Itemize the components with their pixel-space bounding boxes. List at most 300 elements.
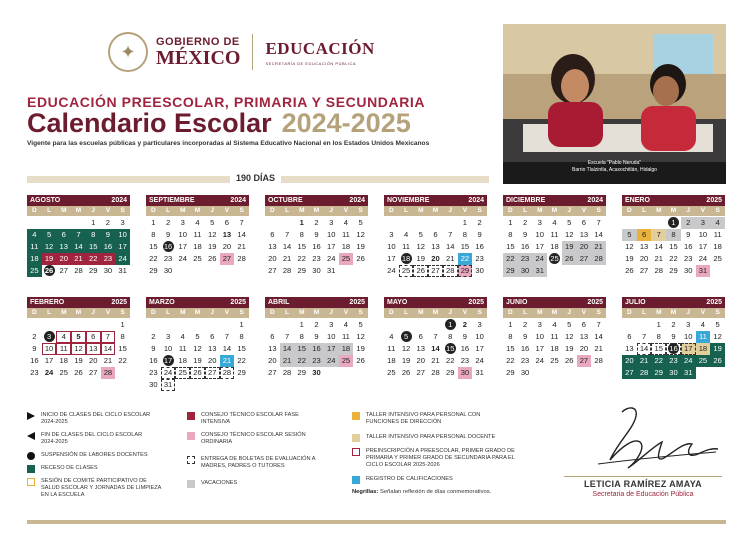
gold-swatch-icon: [352, 412, 360, 420]
day-cell: 15: [506, 242, 515, 251]
weekday-row: [27, 206, 130, 216]
photo-caption-place: Barrio Tlalzintla, Acaxochitlán, Hidalgo: [572, 167, 657, 173]
weekday-label: M: [194, 309, 201, 316]
day-cell: 1: [299, 320, 304, 329]
day-cell: 28: [594, 356, 603, 365]
month-header: [27, 297, 130, 308]
empty-cell: [280, 217, 295, 229]
day-cell: 17: [535, 344, 544, 353]
weekday-label: M: [194, 207, 201, 214]
day-cell: 29: [651, 367, 666, 379]
day-cell: 11: [696, 331, 711, 343]
day-cell: 26: [74, 368, 83, 377]
day-cell: 8: [462, 230, 468, 239]
day-grid: [265, 217, 368, 277]
day-cell: 2: [314, 218, 319, 227]
day-cell: 22: [503, 253, 518, 265]
month-julio: [622, 297, 725, 379]
day-cell: [547, 253, 562, 265]
day-cell: 6: [270, 230, 275, 239]
day-cell: 11: [56, 343, 71, 355]
day-cell: 19: [416, 254, 425, 263]
day-cell: 25: [550, 356, 559, 365]
day-cell: 14: [282, 242, 292, 251]
month-header: [503, 195, 606, 206]
header-logos: [108, 28, 418, 76]
legend-preinscripcion: [352, 448, 527, 469]
day-cell: 28: [282, 368, 292, 377]
day-cell: 5: [358, 218, 363, 227]
day-cell: 23: [101, 253, 116, 265]
day-cell: 6: [418, 332, 423, 341]
day-cell: 11: [341, 230, 350, 239]
day-cell: 26: [401, 368, 411, 377]
weekday-label: V: [581, 207, 587, 214]
day-cell: 28: [74, 266, 83, 275]
weekday-label: D: [508, 309, 513, 316]
photo-caption: [503, 160, 726, 174]
month-header: [384, 195, 487, 206]
empty-cell: [413, 319, 428, 331]
weekday-label: L: [523, 207, 528, 214]
empty-cell: [56, 217, 71, 229]
weekday-label: J: [567, 309, 572, 316]
day-cell: 30: [103, 266, 113, 275]
day-cell: 29: [445, 368, 455, 377]
month-year: 2025: [349, 299, 365, 306]
day-cell: 30: [163, 266, 173, 275]
day-cell: 20: [222, 242, 232, 251]
weekday-label: J: [91, 207, 96, 214]
day-cell: 21: [282, 254, 292, 263]
day-cell: 15: [297, 242, 306, 251]
day-cell: 9: [671, 332, 676, 341]
weekday-label: L: [166, 309, 171, 316]
empty-cell: [71, 217, 86, 229]
flag-left-icon: [27, 432, 35, 440]
empty-cell: [265, 319, 280, 331]
month-year: 2025: [587, 299, 603, 306]
day-cell: 2: [314, 320, 319, 329]
day-cell: 2: [462, 320, 468, 329]
title-text: Calendario Escolar: [27, 108, 272, 138]
day-cell: 20: [88, 356, 98, 365]
day-cell: 26: [207, 254, 217, 263]
weekday-label: L: [285, 309, 290, 316]
day-cell: 20: [268, 356, 277, 365]
day-cell: 16: [309, 343, 324, 355]
weekday-label: M: [537, 309, 543, 316]
month-name: JUNIO: [506, 299, 528, 306]
day-cell: 7: [651, 229, 666, 241]
day-cell: 14: [637, 343, 652, 355]
day-cell: 9: [522, 230, 528, 239]
day-cell: 10: [178, 230, 187, 239]
day-grid: [146, 217, 249, 277]
day-cell: 16: [149, 356, 158, 365]
month-header: [622, 195, 725, 206]
day-grid: [265, 319, 368, 379]
day-cell: 22: [149, 254, 158, 263]
day-cell: 7: [224, 332, 230, 341]
day-cell: 23: [460, 356, 470, 365]
day-cell: 31: [532, 265, 547, 277]
legend-cte-fase: [187, 412, 312, 426]
empty-cell: [651, 217, 666, 229]
day-cell: 18: [550, 242, 559, 251]
weekday-label: M: [656, 207, 662, 214]
month-year: 2024: [587, 197, 603, 204]
empty-cell: [27, 217, 42, 229]
day-cell: 2: [477, 218, 482, 227]
day-cell: 7: [101, 331, 116, 343]
day-cell: 27: [639, 266, 649, 275]
day-grid: [384, 319, 487, 379]
day-cell: 12: [564, 332, 574, 341]
weekday-label: S: [239, 309, 244, 316]
weekday-label: J: [329, 207, 334, 214]
month-name: NOVIEMBRE: [387, 197, 430, 204]
day-cell: [399, 331, 414, 343]
day-grid: [146, 319, 249, 391]
day-grid: [503, 217, 606, 277]
day-cell: 12: [401, 344, 411, 353]
day-cell: 6: [270, 332, 275, 341]
day-cell: 20: [431, 254, 440, 263]
weekday-label: S: [120, 207, 125, 214]
dashed-box-icon: [187, 456, 195, 464]
weekday-label: J: [448, 309, 453, 316]
day-cell: 15: [669, 242, 678, 251]
legend-suspension-text: SUSPENSIÓN DE LABORES DOCENTES: [41, 452, 148, 458]
flag-right-icon: [27, 412, 35, 420]
day-cell: 10: [42, 343, 57, 355]
negrillas-label: Negrillas:: [352, 489, 379, 495]
day-cell: 1: [508, 218, 513, 227]
day-cell: 2: [151, 332, 156, 341]
legend-vacaciones-text: VACACIONES: [201, 480, 238, 486]
day-cell: 26: [625, 266, 634, 275]
weekday-label: V: [343, 309, 349, 316]
day-cell: 27: [577, 253, 592, 265]
day-cell: 7: [596, 218, 601, 227]
day-cell: 3: [165, 332, 171, 341]
day-cell: 7: [284, 230, 290, 239]
empty-cell: [56, 319, 71, 331]
day-cell: 16: [683, 242, 693, 251]
month-header: [265, 297, 368, 308]
legend-vacaciones: [187, 480, 312, 488]
day-cell: 1: [299, 218, 304, 227]
weekday-label: V: [224, 309, 230, 316]
day-cell: 1: [462, 218, 468, 227]
signature-line: [564, 476, 722, 477]
day-cell: 31: [696, 265, 711, 277]
day-cell: 25: [339, 253, 354, 265]
day-cell: 17: [535, 242, 544, 251]
legend-fin: [27, 432, 157, 446]
day-cell: 25: [713, 254, 722, 263]
weekday-label: M: [551, 309, 558, 316]
day-cell: 8: [86, 229, 101, 241]
day-cell: 22: [651, 355, 666, 367]
day-cell: 14: [431, 344, 440, 353]
empty-cell: [443, 217, 458, 229]
day-cell: 4: [403, 230, 409, 239]
day-cell: 12: [193, 344, 202, 353]
day-cell: 29: [149, 266, 158, 275]
weekday-label: L: [642, 309, 647, 316]
weekday-label: J: [567, 207, 572, 214]
government-logo: [156, 37, 240, 68]
day-cell: 18: [696, 343, 711, 355]
day-cell: 28: [637, 367, 652, 379]
day-cell: [666, 217, 681, 229]
day-cell: 20: [579, 344, 589, 353]
suspension-marker: 16: [163, 242, 173, 251]
weekday-label: V: [224, 207, 230, 214]
weekday-row: [503, 206, 606, 216]
day-cell: 12: [42, 241, 57, 253]
weekday-label: M: [61, 207, 67, 214]
day-cell: 3: [686, 320, 691, 329]
beige-swatch-icon: [352, 434, 360, 442]
legend-taller-doc-text: TALLER INTENSIVO PARA PERSONAL DOCENTE: [366, 434, 496, 440]
day-cell: 16: [475, 242, 484, 251]
day-cell: 14: [654, 242, 663, 251]
legend-receso-text: RECESO DE CLASES: [41, 465, 98, 471]
day-cell: 17: [387, 254, 396, 263]
day-cell: [443, 319, 458, 331]
day-cell: 23: [30, 368, 39, 377]
weekday-label: V: [581, 309, 587, 316]
day-cell: 23: [312, 254, 321, 263]
day-cell: 4: [343, 320, 349, 329]
green-swatch-icon: [27, 465, 35, 473]
month-octubre: [265, 195, 368, 277]
day-cell: 30: [312, 368, 321, 377]
weekday-label: J: [686, 207, 691, 214]
day-cell: 1: [656, 320, 661, 329]
guinda-swatch-icon: [187, 412, 195, 420]
weekday-label: M: [180, 207, 186, 214]
gray-swatch-icon: [187, 480, 195, 488]
day-cell: 20: [577, 241, 592, 253]
weekday-label: D: [32, 309, 37, 316]
day-cell: 1: [151, 218, 156, 227]
day-cell: 29: [669, 266, 678, 275]
day-cell: 25: [696, 355, 711, 367]
day-cell: 23: [149, 368, 158, 377]
day-cell: 26: [356, 356, 365, 365]
empty-cell: [42, 217, 57, 229]
day-cell: 10: [115, 229, 130, 241]
negrillas-text: Señalan reflexión de días conmemorativos.: [378, 489, 492, 495]
day-cell: 6: [224, 218, 230, 227]
day-cell: [399, 253, 414, 265]
day-cell: 10: [163, 344, 173, 353]
weekday-label: M: [418, 207, 424, 214]
weekday-label: J: [210, 207, 215, 214]
day-cell: 24: [698, 254, 708, 263]
day-cell: 14: [445, 242, 455, 251]
day-cell: 5: [358, 320, 363, 329]
weekday-row: [146, 206, 249, 216]
education-logo: [265, 39, 374, 66]
day-cell: 11: [387, 344, 396, 353]
empty-cell: [399, 319, 414, 331]
day-cell: 1: [508, 320, 513, 329]
legend-registro: [352, 476, 512, 484]
day-cell: 5: [195, 332, 200, 341]
day-cell: 24: [324, 355, 339, 367]
weekday-label: V: [105, 309, 111, 316]
signatory-name: LETICIA RAMÍREZ AMAYA: [584, 479, 702, 489]
weekday-row: [27, 308, 130, 318]
day-cell: 23: [163, 254, 173, 263]
weekday-label: S: [715, 207, 720, 214]
day-cell: 19: [625, 254, 634, 263]
day-cell: 20: [56, 253, 71, 265]
day-cell: 8: [508, 230, 513, 239]
weekday-label: D: [389, 309, 394, 316]
day-cell: 24: [681, 355, 696, 367]
day-cell: 31: [475, 368, 484, 377]
day-cell: 14: [237, 230, 246, 239]
day-cell: 28: [591, 253, 606, 265]
weekday-row: [384, 308, 487, 318]
tagline: Vigente para las escuelas públicas y particulares incorporadas al Sistema Educativo Nacional en los Estados Unidos Mexicanos: [27, 140, 430, 147]
day-cell: 29: [458, 265, 473, 277]
weekday-label: M: [299, 207, 305, 214]
legend-taller-doc: [352, 434, 522, 442]
day-cell: 8: [448, 332, 453, 341]
day-cell: 3: [696, 217, 711, 229]
day-cell: 26: [413, 265, 428, 277]
month-mayo: [384, 297, 487, 379]
day-cell: 21: [431, 356, 440, 365]
weekday-label: J: [686, 309, 691, 316]
day-cell: 3: [329, 320, 334, 329]
day-cell: 31: [326, 266, 336, 275]
weekday-label: M: [299, 309, 305, 316]
day-cell: 17: [698, 242, 708, 251]
day-cell: 3: [329, 218, 334, 227]
day-cell: 8: [656, 332, 661, 341]
day-cell: 19: [562, 241, 577, 253]
day-cell: 19: [356, 242, 365, 251]
day-cell: 9: [462, 332, 468, 341]
weekday-row: [146, 308, 249, 318]
day-cell: 5: [715, 320, 720, 329]
month-year: 2025: [468, 299, 484, 306]
weekday-row: [622, 308, 725, 318]
day-cell: 13: [268, 344, 277, 353]
day-cell: 17: [681, 343, 696, 355]
day-cell: 31: [118, 266, 127, 275]
day-cell: 6: [581, 218, 587, 227]
weekday-label: D: [270, 309, 275, 316]
suspension-marker: 17: [163, 356, 173, 365]
month-year: 2025: [111, 299, 127, 306]
day-cell: 5: [622, 229, 637, 241]
day-cell: 19: [356, 344, 365, 353]
weekday-label: M: [537, 207, 543, 214]
day-cell: 25: [175, 367, 190, 379]
day-cell: 3: [120, 218, 125, 227]
day-cell: 5: [71, 331, 86, 343]
day-cell: 10: [698, 230, 708, 239]
day-cell: 21: [445, 254, 455, 263]
day-cell: 13: [222, 230, 232, 239]
month-name: FEBRERO: [30, 299, 65, 306]
day-cell: 6: [637, 229, 652, 241]
empty-cell: [384, 217, 399, 229]
day-cell: 26: [710, 355, 725, 367]
day-cell: 2: [105, 218, 111, 227]
empty-cell: [71, 319, 86, 331]
day-cell: 4: [343, 218, 349, 227]
day-cell: 22: [297, 254, 306, 263]
day-cell: [161, 241, 176, 253]
footer-bar: [27, 520, 726, 524]
day-cell: 7: [448, 230, 453, 239]
pink-swatch-icon: [187, 432, 195, 440]
weekday-label: L: [166, 207, 171, 214]
day-cell: 1: [91, 218, 96, 227]
day-cell: 4: [389, 332, 394, 341]
day-cell: 14: [71, 241, 86, 253]
month-name: JULIO: [625, 299, 646, 306]
weekday-label: S: [477, 207, 482, 214]
month-year: 2025: [706, 299, 722, 306]
month-header: [146, 297, 249, 308]
day-cell: 25: [193, 254, 202, 263]
day-cell: 13: [56, 241, 71, 253]
empty-cell: [265, 217, 280, 229]
weekday-label: L: [285, 207, 290, 214]
legend-inicio-text: INICIO DE CLASES DEL CICLO ESCOLAR 2024-2025: [41, 412, 151, 425]
day-cell: 26: [190, 367, 205, 379]
weekday-label: L: [404, 309, 409, 316]
weekday-label: J: [329, 309, 334, 316]
month-agosto: [27, 195, 130, 277]
month-header: [27, 195, 130, 206]
empty-cell: [384, 319, 399, 331]
day-cell: 3: [180, 218, 185, 227]
weekday-row: [503, 308, 606, 318]
day-cell: 10: [387, 242, 396, 251]
weekday-label: M: [180, 309, 186, 316]
empty-cell: [280, 319, 295, 331]
day-cell: 12: [416, 242, 425, 251]
day-cell: 6: [56, 229, 71, 241]
weekday-row: [265, 308, 368, 318]
day-cell: 31: [681, 367, 696, 379]
guinda-outline-icon: [352, 448, 360, 456]
handwritten-signature: [588, 402, 720, 480]
day-cell: 17: [475, 344, 484, 353]
blue-swatch-icon: [352, 476, 360, 484]
month-febrero: [27, 297, 130, 379]
day-cell: 4: [195, 218, 200, 227]
day-cell: 27: [428, 265, 443, 277]
day-grid: [503, 319, 606, 379]
weekday-label: D: [32, 207, 37, 214]
day-cell: 30: [683, 266, 693, 275]
month-marzo: [146, 297, 249, 391]
day-cell: 15: [294, 343, 309, 355]
